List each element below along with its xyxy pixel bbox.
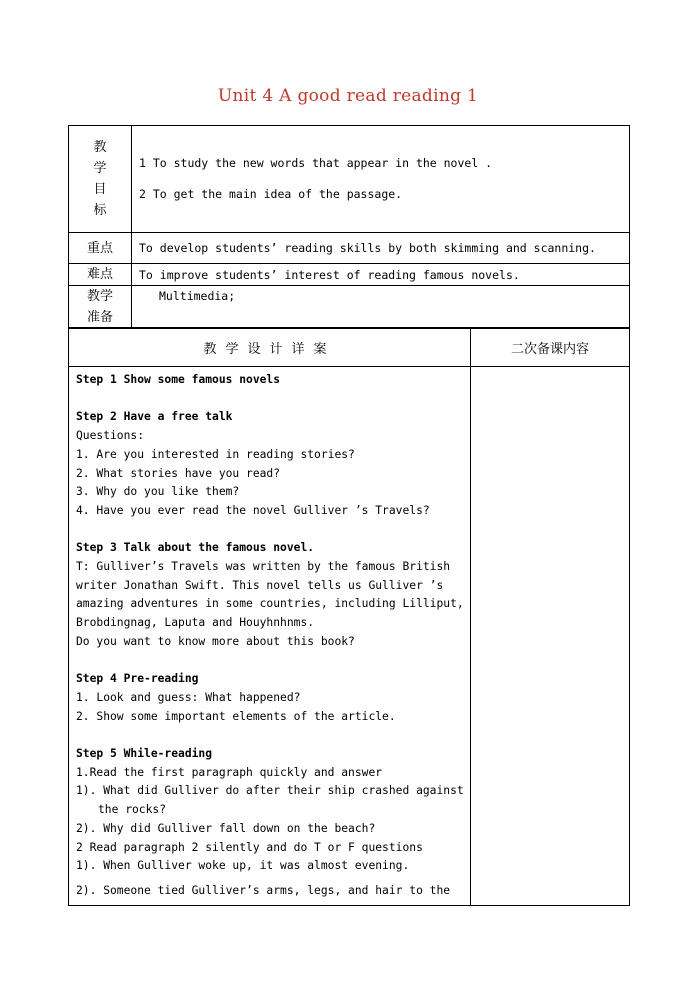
plan-content [69,367,471,906]
step-line: 1. Look and guess: What happened? [76,690,301,704]
lesson-info-table [68,125,630,329]
page-title: Unit 4 A good read reading 1 [217,86,479,106]
step-line: 1). When Gulliver woke up, it was almost evening. [76,859,410,873]
step-line: 1.Read the first paragraph quickly and answer [76,765,383,779]
lesson-plan-table [68,327,630,906]
step-line: 1). What did Gulliver do after their ship crashed against [76,784,464,798]
step-line: 4. Have you ever read the novel Gulliver ’s Travels? [76,503,430,517]
step-line: 3. Why do you like them? [76,485,240,499]
step-line: 2). Why did Gulliver fall down on the beach? [76,821,376,835]
step-line: amazing adventures in some countries, including Lilliput, [76,597,464,611]
preparation-text: Multimedia; [132,286,630,329]
step-line: Questions: [76,429,145,443]
notes-content [471,367,630,906]
objectives-cell [132,126,630,233]
step-title: Step 5 While-reading [76,747,213,760]
plan-header: 教学设计详案 [69,328,471,367]
step-title: Step 1 Show some famous novels [76,373,281,386]
objectives-label: 教 学 目 标 [69,126,132,233]
step-line: 1. Are you interested in reading stories? [76,447,355,461]
difficulties-text: To improve students’ interest of reading famous novels. [132,264,630,286]
step-title: Step 4 Pre-reading [76,672,199,686]
key-points-label: 重点 [69,233,132,264]
difficulties-label: 难点 [69,264,132,286]
step-title: Step 2 Have a free talk [76,410,233,424]
objective-item: 2 To get the main idea of the passage. [139,187,403,201]
step-line: the rocks? [98,803,167,817]
preparation-label: 教学 准备 [69,286,132,329]
step-line: T: Gulliver’s Travels was written by the famous British [76,560,451,573]
step-line: 2. What stories have you read? [76,466,281,480]
step-line: 2 Read paragraph 2 silently and do T or F questions [76,840,423,854]
step-title: Step 3 Talk about the famous novel. [76,541,315,555]
step-line: Brobdingnag, Laputa and Houyhnhnms. [76,616,315,630]
step-line: 2. Show some important elements of the article. [76,709,396,723]
key-points-text: To develop students’ reading skills by both skimming and scanning. [132,233,630,264]
step-line: 2). Someone tied Gulliver’s arms, legs, and hair to the [76,883,451,897]
notes-header: 二次备课内容 [471,328,630,367]
objective-item: 1 To study the new words that appear in the novel . [139,156,493,170]
step-line: writer Jonathan Swift. This novel tells us Gulliver ’s [76,578,444,592]
step-line: Do you want to know more about this book? [76,634,355,648]
